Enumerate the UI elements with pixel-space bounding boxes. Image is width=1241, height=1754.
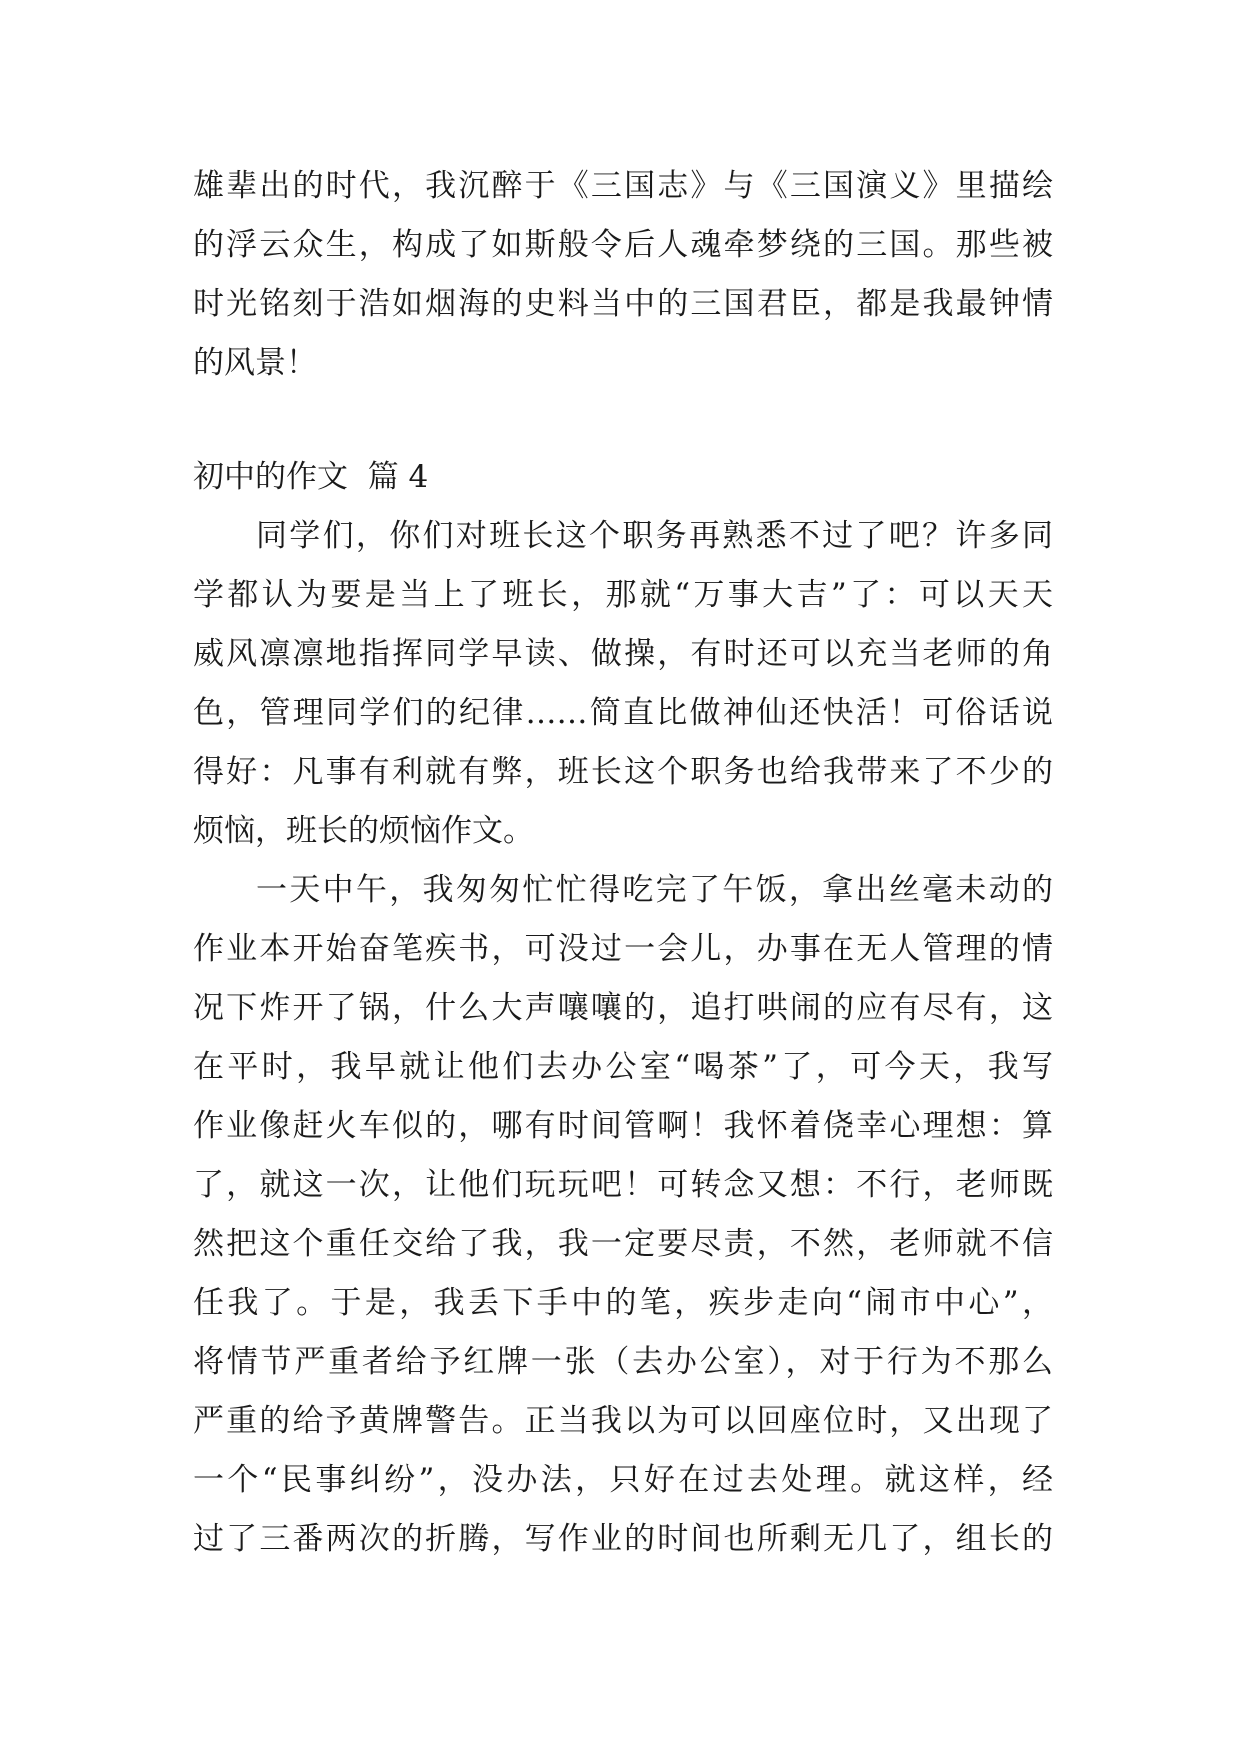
text-line: 在平时，我早就让他们去办公室“喝茶”了，可今天，我写 [193,1049,1053,1085]
text-line: 威风凛凛地指挥同学早读、做操，有时还可以充当老师的角 [193,636,1053,672]
text-line: 作业本开始奋笔疾书，可没过一会儿，办事在无人管理的情 [193,931,1053,967]
text-line: 然把这个重任交给了我，我一定要尽责，不然，老师就不信 [193,1226,1053,1262]
text-line: 作业像赶火车似的，哪有时间管啊！我怀着侥幸心理想：算 [193,1108,1053,1144]
text-line: 严重的给予黄牌警告。正当我以为可以回座位时，又出现了 [193,1403,1053,1439]
text-line: 同学们，你们对班长这个职务再熟悉不过了吧？许多同 [256,518,1053,554]
text-line: 况下炸开了锅，什么大声嚷嚷的，追打哄闹的应有尽有，这 [193,990,1053,1026]
text-line: 任我了。于是，我丢下手中的笔，疾步走向“闹市中心”， [193,1285,1053,1321]
text-line: 烦恼，班长的烦恼作文。 [193,813,534,849]
text-line: 雄辈出的时代，我沉醉于《三国志》与《三国演义》里描绘 [193,168,1053,204]
text-line: 的浮云众生，构成了如斯般令后人魂牵梦绕的三国。那些被 [193,227,1053,263]
text-line: 一天中午，我匆匆忙忙得吃完了午饭，拿出丝毫未动的 [256,872,1053,908]
text-line: 过了三番两次的折腾，写作业的时间也所剩无几了，组长的 [193,1521,1053,1557]
text-line: 得好：凡事有利就有弊，班长这个职务也给我带来了不少的 [193,754,1053,790]
section-heading: 初中的作文 篇 4 [193,459,429,495]
text-line: 色，管理同学们的纪律……简直比做神仙还快活！可俗话说 [193,695,1053,731]
text-line: 一个“民事纠纷”，没办法，只好在过去处理。就这样，经 [193,1462,1053,1498]
text-line: 时光铭刻于浩如烟海的史料当中的三国君臣，都是我最钟情 [193,286,1053,322]
text-line: 学都认为要是当上了班长，那就“万事大吉”了：可以天天 [193,577,1053,613]
text-line: 的风景！ [193,345,317,381]
text-line: 将情节严重者给予红牌一张（去办公室），对于行为不那么 [193,1344,1053,1380]
text-line: 了，就这一次，让他们玩玩吧！可转念又想：不行，老师既 [193,1167,1053,1203]
